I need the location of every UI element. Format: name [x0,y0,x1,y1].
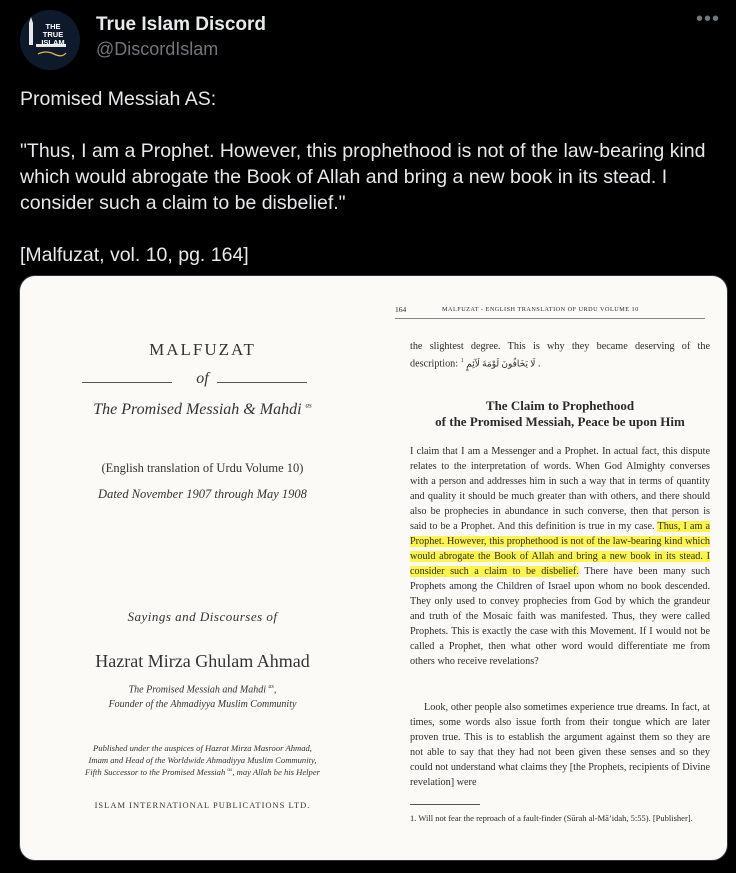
footnote-rule [410,804,480,805]
highlighted-quote: Thus, I am a Prophet. However, this prophethood is not of the law-bearing kind which would abrogate the Book of Allah and bring a new book in its stead. I consider such a claim to be disbelief. [410,521,710,577]
title-of: of [196,370,209,387]
avatar[interactable] [20,10,80,70]
running-head: MALFUZAT - ENGLISH TRANSLATION OF URDU VOLUME 10 [442,306,639,313]
avatar-text-1: THE [45,22,61,31]
author-title [20,684,385,695]
tweet-text-quote: "Thus, I am a Prophet. However, this prophethood is not of the law-bearing kind which would abrogate the Book of Allah and bring a new book in its stead. I consider such a claim to be disbelief." [20,140,706,214]
dated-note: Dated November 1907 through May 1908 [98,487,307,501]
publisher: ISLAM INTERNATIONAL PUBLICATIONS LTD. [94,800,311,810]
tweet-text-intro: Promised Messiah AS: [20,88,217,110]
paragraph-1-end: There have been many such Prophets among the Children of Israel upon whom no book descended. They only used to convey prophecies from God by which the grandeur and truth of the Mosaic faith was manifested. Thus, they were called Prophets. This is exactly the case with this Movement. If I would not be called a Prophet, then what other word would differentiate me from others who receive revelations? [410,566,710,667]
author-title-text: The Promised Messiah and Mahdi [128,684,267,696]
intro-arabic: لَا يَخَافُونَ لَوْمَةَ لَآئِمٍ [466,358,536,369]
intro-footnote-marker: 1 [460,358,464,364]
book-subtitle-text: The Promised Messiah & Mahdi [93,401,302,418]
book-right-page [385,276,728,861]
intro-text: the slightest degree. This is why they became deserving of the description: $^1$ لَا يَخَافُونَ لَوْمَةَ لَآئِمٍ . [410,341,710,370]
title-rule-right [217,382,307,383]
display-name[interactable]: True Islam Discord [96,14,267,35]
translation-note: (English translation of Urdu Volume 10) [101,461,304,475]
author-title-sup: as [268,684,274,690]
page-header [395,305,705,319]
user-handle[interactable]: @DiscordIslam [96,39,219,59]
footnote: 1. Will not fear the reproach of a fault-finder (Sūrah al-Mā’idah, 5:55). [Publisher]. [410,813,693,823]
published-line-2: Imam and Head of the Worldwide Ahmadiyya Muslim Community, [88,755,317,765]
sayings-line: Sayings and Discourses of [127,609,278,624]
published-line-3 [20,767,385,777]
avatar-text-3: ISLAM [41,38,65,47]
published-line-3b: , may Allah be his Helper [232,767,320,777]
author-title-end: , [273,684,277,696]
tweet-text [20,86,716,268]
mosque-logo-icon [20,10,80,70]
section-heading-2: of the Promised Messiah, Peace be upon Him [435,414,685,429]
book-subtitle [20,401,385,419]
paragraph-2: Look, other people also sometimes experience true dreams. In fact, at times, some words also issue forth from their tongue which are later proven true. This is to establish the argument against them so they are not able to say that they had not been given these senses and so they could not understand what claims they [the Prophets, recipients of Divine revelation] were [410,702,710,788]
tweet-text-citation: [Malfuzat, vol. 10, pg. 164] [20,244,249,266]
tweet-image[interactable] [19,275,728,861]
tweet-header [20,6,720,66]
avatar-text-2: TRUE [42,30,64,39]
paragraph-1-start: I claim that I am a Messenger and a Prophet. In actual fact, this dispute relates to the interpretation of words. When God Almighty converses with a person and addresses him in such a way that in terms of quantity and quality it should be much greater than with others, and there should also be prophecies in abundance in such converse, then that person is said to be a Prophet. And this definition is true in my case. [410,446,710,532]
intro-sentence: the slightest degree. This is why they became deserving of the description: [410,341,710,370]
book-left-page [20,276,385,861]
author-name: Hazrat Mirza Ghulam Ahmad [95,651,310,671]
book-title: MALFUZAT [149,340,256,359]
page-number: 164 [395,305,407,314]
author-founder: Founder of the Ahmadiyya Muslim Community [108,699,297,710]
paragraph-1 [410,444,710,669]
published-line-3-sup: as [227,767,233,774]
book-subtitle-sup: as [305,401,312,410]
title-ornament [20,370,385,394]
section-heading-1: The Claim to Prophethood [485,398,635,413]
published-line-3a: Fifth Successor to the Promised Messiah [85,767,226,777]
published-line-1: Published under the auspices of Hazrat Mirza Masroor Ahmad, [93,743,312,753]
more-options-icon[interactable]: ••• [695,8,720,30]
